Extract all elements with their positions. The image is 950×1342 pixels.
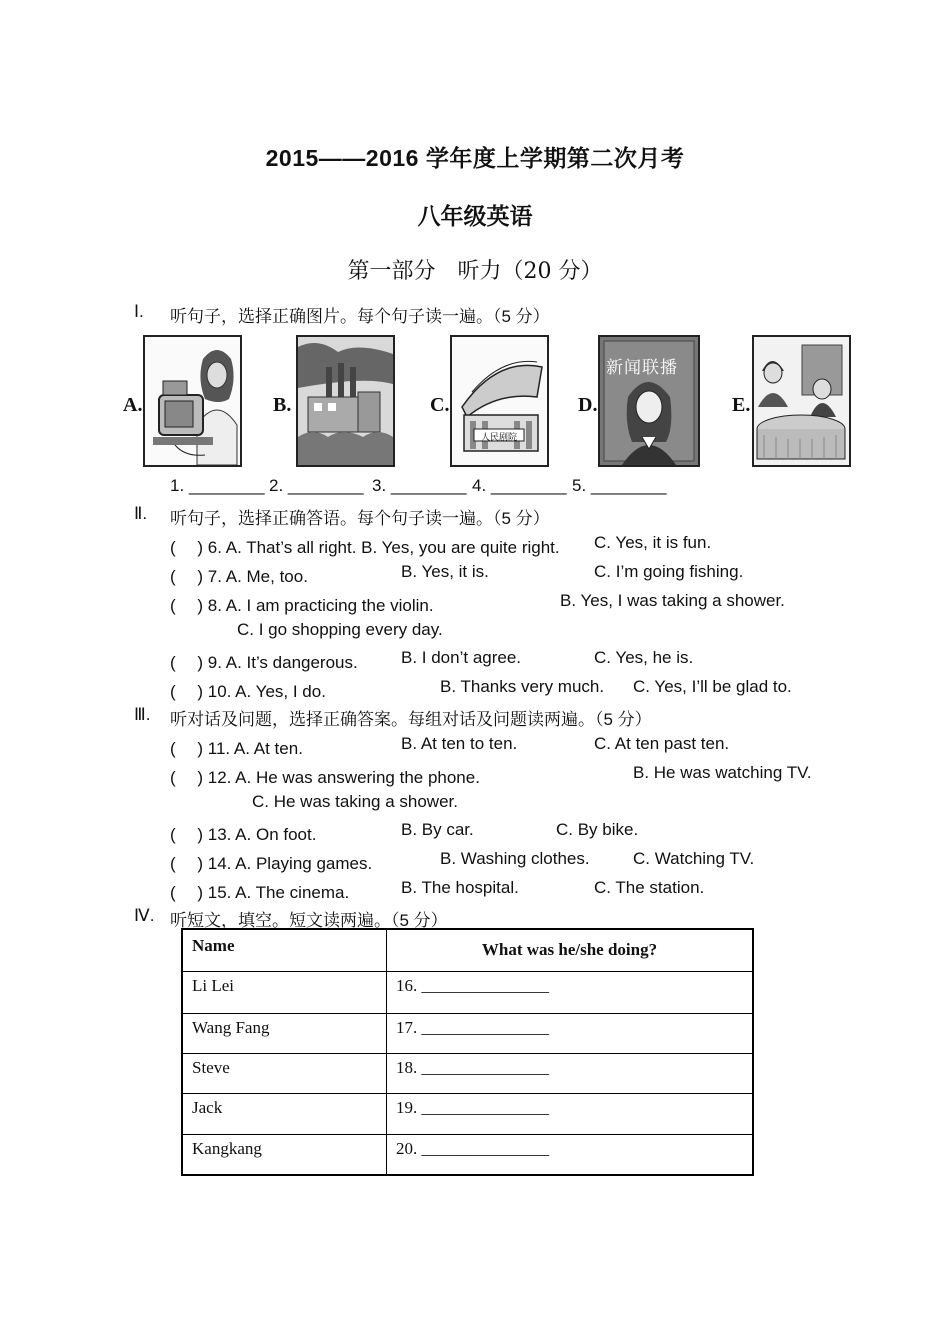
table-cell-name: Steve <box>182 1053 387 1093</box>
table-cell-blank[interactable]: 17. _______________ <box>387 1013 754 1053</box>
factory-pollution-icon <box>296 335 395 467</box>
section2-number: Ⅱ. <box>134 504 148 523</box>
answer-blank-2[interactable]: 2. ________ <box>269 476 364 495</box>
table-cell-blank[interactable]: 20. _______________ <box>387 1134 754 1175</box>
question-8: ( ) 8. A. I am practicing the violin. <box>170 596 434 615</box>
question-12-option-c: C. He was taking a shower. <box>252 792 458 811</box>
table-row <box>182 1053 753 1093</box>
theater-building-icon <box>450 335 549 467</box>
table-cell-blank[interactable]: 19. _______________ <box>387 1093 754 1134</box>
section4-number: Ⅳ. <box>134 906 155 925</box>
table-row <box>182 971 753 1013</box>
question-10-option-b: B. Thanks very much. <box>440 677 605 696</box>
theater-sign: 人民剧院 <box>480 433 517 443</box>
girl-tv-icon <box>143 335 242 467</box>
question-11: ( ) 11. A. At ten. <box>170 739 303 758</box>
table-cell-name: Jack <box>182 1093 387 1134</box>
picture-label-a: A. <box>123 394 143 416</box>
exam-title: 2015——2016 学年度上学期第二次月考 <box>265 145 685 171</box>
table-cell-name: Kangkang <box>182 1134 387 1175</box>
question-6-option-c: C. Yes, it is fun. <box>594 533 712 552</box>
question-10-option-c: C. Yes, I’ll be glad to. <box>633 677 792 696</box>
question-7-option-c: C. I’m going fishing. <box>594 562 744 581</box>
section3-number: Ⅲ. <box>134 705 151 724</box>
table-header-name: Name <box>182 929 387 971</box>
picture-label-d: D. <box>578 394 598 416</box>
answer-blank-5[interactable]: 5. ________ <box>572 476 667 495</box>
table-cell-name: Wang Fang <box>182 1013 387 1053</box>
question-7-option-b: B. Yes, it is. <box>401 562 489 581</box>
question-13: ( ) 13. A. On foot. <box>170 825 317 844</box>
section4-instructions: 听短文，填空。短文读两遍。（5 分） <box>170 911 448 930</box>
question-11-option-b: B. At ten to ten. <box>401 734 518 753</box>
picture-label-e: E. <box>732 394 751 416</box>
answer-blank-4[interactable]: 4. ________ <box>472 476 567 495</box>
question-14: ( ) 14. A. Playing games. <box>170 854 373 873</box>
question-6: ( ) 6. A. That’s all right. B. Yes, you are quite right. <box>170 538 560 557</box>
answer-blank-1[interactable]: 1. ________ <box>170 476 265 495</box>
news-anchor-icon <box>598 335 700 467</box>
question-13-option-b: B. By car. <box>401 820 474 839</box>
picture-label-b: B. <box>273 394 292 416</box>
question-9: ( ) 9. A. It’s dangerous. <box>170 653 358 672</box>
question-12-option-b: B. He was watching TV. <box>633 763 812 782</box>
section1-number: Ⅰ. <box>134 302 144 321</box>
table-row <box>182 1134 753 1175</box>
picture-label-c: C. <box>430 394 450 416</box>
table-row <box>182 1013 753 1053</box>
table-header-row <box>182 929 753 971</box>
question-14-option-b: B. Washing clothes. <box>440 849 590 868</box>
question-9-option-b: B. I don’t agree. <box>401 648 522 667</box>
table-cell-name: Li Lei <box>182 971 387 1013</box>
table-row <box>182 1093 753 1134</box>
question-8-option-c: C. I go shopping every day. <box>237 620 443 639</box>
exam-subtitle: 八年级英语 <box>417 203 533 229</box>
question-14-option-c: C. Watching TV. <box>633 849 755 868</box>
section2-instructions: 听句子，选择正确答语。每个句子读一遍。（5 分） <box>170 509 550 528</box>
question-10: ( ) 10. A. Yes, I do. <box>170 682 326 701</box>
question-8-option-b: B. Yes, I was taking a shower. <box>560 591 785 610</box>
question-9-option-c: C. Yes, he is. <box>594 648 694 667</box>
table-header-doing: What was he/she doing? <box>387 929 754 971</box>
table-cell-blank[interactable]: 16. _______________ <box>387 971 754 1013</box>
answer-blank-3[interactable]: 3. ________ <box>372 476 467 495</box>
question-7: ( ) 7. A. Me, too. <box>170 567 308 586</box>
part-heading: 第一部分 听力（20 分） <box>347 259 603 284</box>
section3-instructions: 听对话及问题，选择正确答案。每组对话及问题读两遍。（5 分） <box>170 710 652 729</box>
question-13-option-c: C. By bike. <box>556 820 639 839</box>
answer-table <box>181 928 754 1176</box>
family-dinner-icon <box>752 335 851 467</box>
section1-instructions: 听句子，选择正确图片。每个句子读一遍。（5 分） <box>170 307 550 326</box>
question-15: ( ) 15. A. The cinema. <box>170 883 350 902</box>
question-11-option-c: C. At ten past ten. <box>594 734 730 753</box>
question-12: ( ) 12. A. He was answering the phone. <box>170 768 480 787</box>
question-15-option-b: B. The hospital. <box>401 878 519 897</box>
table-cell-blank[interactable]: 18. _______________ <box>387 1053 754 1093</box>
news-caption: 新闻联播 <box>606 358 678 378</box>
question-15-option-c: C. The station. <box>594 878 705 897</box>
